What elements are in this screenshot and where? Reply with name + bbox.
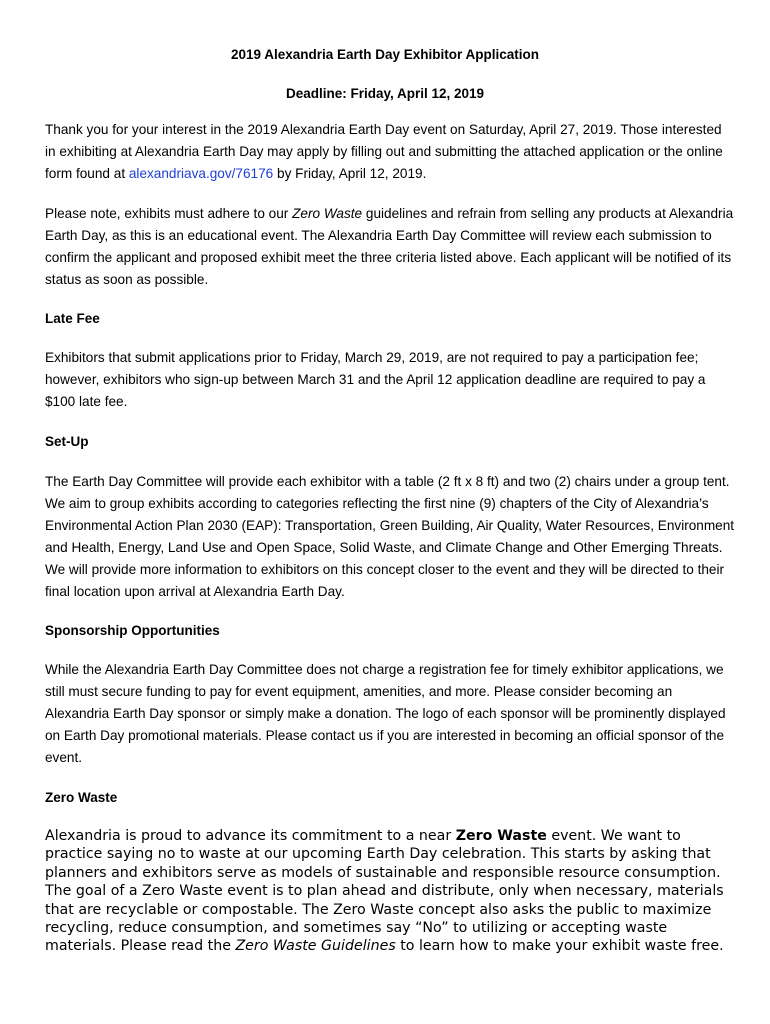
- application-link[interactable]: alexandriava.gov/76176: [128, 166, 274, 181]
- zero-waste-bold: Zero Waste: [455, 828, 547, 844]
- zero-waste-heading: Zero Waste: [45, 790, 118, 805]
- document-title: 2019 Alexandria Earth Day Exhibitor Application: [230, 47, 540, 62]
- zero-waste-text-middle: event. We want to practice saying no to waste at our upcoming Earth Day celebration. This starts by asking that planners and exhibitors serve as models of sustainable and responsible resource consumption. The goal of a Zero Waste event is to plan ahead and distribute, only when necessary, materials that are recyclable or compostable. The Zero Waste concept also asks the public to maximize recycling, reduce consumption, and sometimes say “No” to utilizing or accepting waste materials. Please read the: [45, 828, 724, 955]
- note-text: Please note, exhibits must adhere to our: [45, 206, 293, 221]
- late-fee-paragraph: Exhibitors that submit applications prior to Friday, March 29, 2019, are not required to pay a participation fee; however, exhibitors who sign-up between March 31 and the April 12 application deadline are required to pay a $100 late fee.: [45, 350, 706, 409]
- zero-waste-paragraph: [45, 827, 735, 956]
- intro-text: Thank you for your interest in the 2019 Alexandria Earth Day event on Saturday, April 27, 2019. Those interested in exhibiting at Alexandria Earth Day may apply by filling out and submitting the attached application or the online form found at: [45, 122, 723, 181]
- note-paragraph: [45, 203, 735, 291]
- sponsorship-paragraph: While the Alexandria Earth Day Committee does not charge a registration fee for timely exhibitor applications, we still must secure funding to pay for event equipment, amenities, and more. Please consider becoming an Alexandria Earth Day sponsor or simply make a donation. The logo of each sponsor will be prominently displayed on Earth Day promotional materials. Please contact us if you are interested in becoming an official sponsor of the event.: [45, 662, 726, 765]
- note-text-end: guidelines and refrain from selling any products at Alexandria Earth Day, as this is an educational event. The Alexandria Earth Day Committee will review each submission to confirm the applicant and proposed exhibit meet the three criteria listed above. Each applicant will be notified of its status as soon as possible.: [45, 206, 734, 287]
- setup-paragraph: The Earth Day Committee will provide each exhibitor with a table (2 ft x 8 ft) and two (2) chairs under a group tent. We aim to group exhibits according to categories reflecting the first nine (9) chapters of the City of Alexandria’s Environmental Action Plan 2030 (EAP): Transportation, Green Building, Air Quality, Water Resources, Environment and Health, Energy, Land Use and Open Space, Solid Waste, and Climate Change and Other Emerging Threats. We will provide more information to exhibitors on this concept closer to the event and they will be directed to their final location upon arrival at Alexandria Earth Day.: [45, 474, 735, 599]
- intro-text-end: by Friday, April 12, 2019.: [273, 166, 427, 181]
- intro-paragraph: [45, 119, 735, 185]
- note-emphasis: Zero Waste: [292, 206, 363, 221]
- sponsorship-heading: Sponsorship Opportunities: [45, 623, 220, 638]
- zero-waste-text: Alexandria is proud to advance its commitment to a near: [45, 828, 456, 844]
- setup-heading: Set-Up: [45, 434, 89, 449]
- zero-waste-text-end: to learn how to make your exhibit waste free.: [395, 938, 724, 955]
- zero-waste-guidelines: Zero Waste Guidelines: [235, 938, 396, 955]
- deadline-heading: Deadline: Friday, April 12, 2019: [285, 86, 485, 101]
- late-fee-heading: Late Fee: [45, 311, 100, 326]
